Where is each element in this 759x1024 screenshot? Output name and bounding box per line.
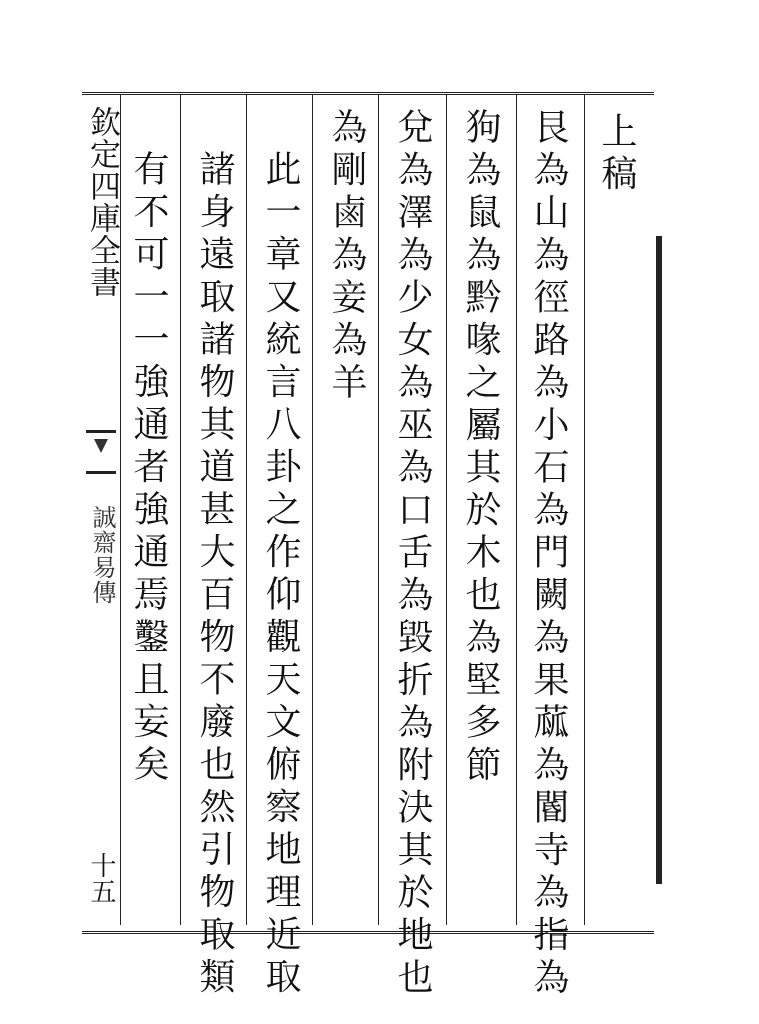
column-rule [446, 95, 447, 925]
column-rule [378, 95, 379, 925]
text-column-5: 為剛鹵為妾為羊 [326, 108, 367, 406]
page-edge-bar [656, 236, 662, 884]
text-column-8: 有不可一一強通者強通焉鑿且妄矣 [128, 150, 169, 788]
page-number: 十五 [86, 852, 116, 904]
text-column-1: 上稿 [596, 112, 637, 197]
column-rule [516, 95, 517, 925]
margin-column [86, 100, 120, 920]
text-column-6: 此一章又統言八卦之作仰觀天文俯察地理近取 [260, 150, 301, 1000]
text-column-3: 狗為鼠為黔喙之屬其於木也為堅多節 [460, 108, 501, 788]
fish-tail-mark-icon [86, 430, 116, 474]
book-title: 欽定四庫全書 [84, 106, 120, 298]
section-title: 誠齋易傳 [88, 505, 116, 605]
column-rule [246, 95, 247, 925]
column-rule [312, 95, 313, 925]
text-column-4: 兌為澤為少女為巫為口舌為毀折為附決其於地也 [392, 108, 433, 1001]
text-column-7: 諸身遠取諸物其道甚大百物不廢也然引物取類 [194, 150, 235, 1000]
column-rule [584, 95, 585, 925]
column-rule [180, 95, 181, 925]
column-rule [120, 95, 121, 925]
text-column-2: 艮為山為徑路為小石為門闕為果蓏為閽寺為指為 [528, 108, 569, 1001]
